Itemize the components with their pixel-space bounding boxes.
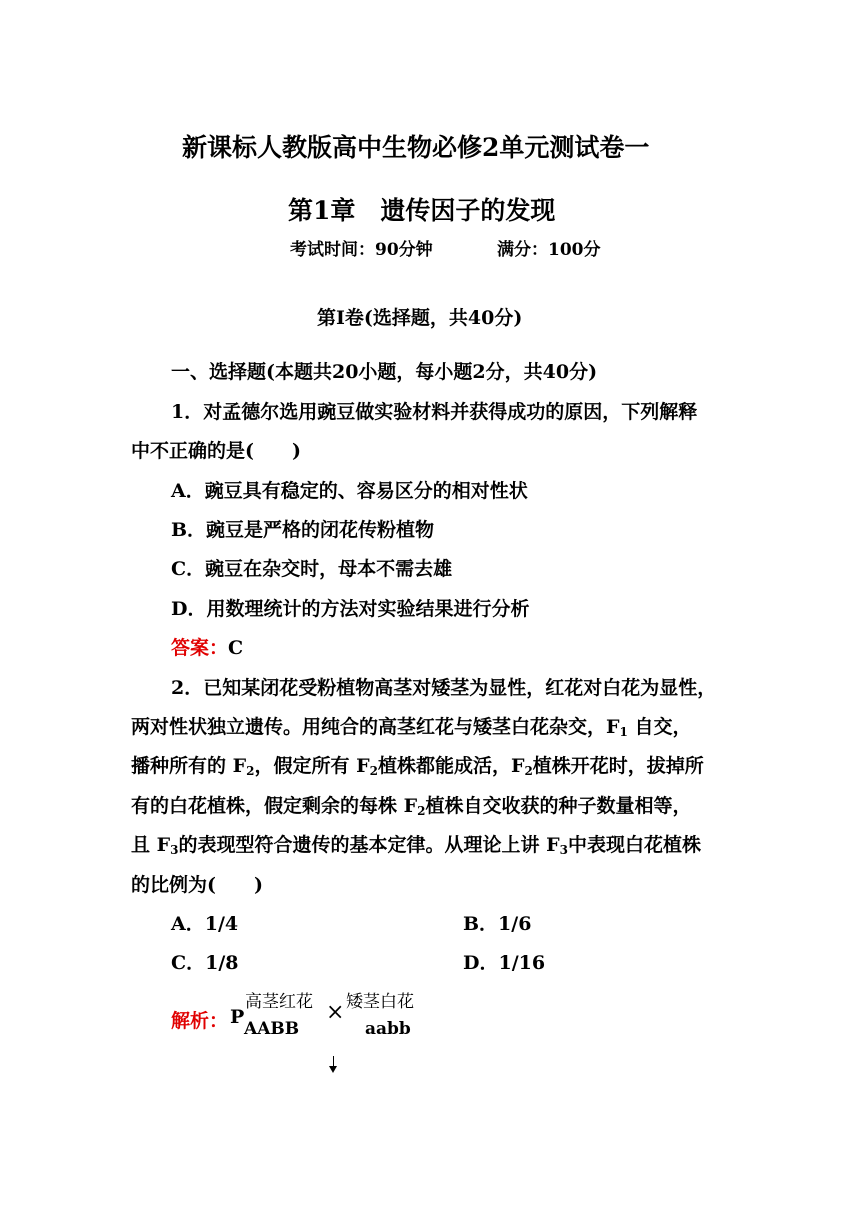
q2-line1: 2．已知某闭花受粉植物高茎对矮茎为显性，红花对白花为显性，: [171, 677, 717, 699]
q1-stem-line1: 1．对孟德尔选用豌豆做实验材料并获得成功的原因，下列解释: [171, 401, 698, 423]
parent1-genotype: AABB: [244, 1019, 300, 1039]
parental-generation-label: P: [230, 1006, 245, 1028]
q2-option-a: A．1/4: [171, 913, 239, 935]
q1-option-c: C．豌豆在杂交时，母本不需去雄: [171, 558, 453, 580]
q2-option-b: B．1/6: [463, 913, 532, 935]
exam-time: 考试时间：90分钟: [290, 240, 433, 260]
q1-option-b: B．豌豆是严格的闭花传粉植物: [171, 519, 435, 541]
parent1-phenotype: 高茎红花: [245, 992, 313, 1012]
q2-line4: 有的白花植株，假定剩余的每株 $F_2$植株自交收获的种子数量相等，: [131, 795, 692, 818]
arrow-head-icon: [329, 1066, 337, 1073]
q2-option-d: D．1/16: [463, 952, 546, 974]
answer-value: C: [228, 637, 244, 659]
parent2-genotype: aabb: [365, 1019, 411, 1039]
q1-answer: [171, 633, 243, 660]
q1-option-a: A．豌豆具有稳定的、容易区分的相对性状: [171, 480, 528, 502]
chapter-title: 第1章 遗传因子的发现: [288, 196, 556, 225]
document-title: 新课标人教版高中生物必修2单元测试卷一: [182, 133, 650, 162]
answer-label: 答案：: [171, 637, 229, 659]
q2-line6: 的比例为( ): [131, 874, 263, 896]
cross-symbol: ×: [326, 1000, 345, 1025]
exam-score: 满分：100分: [497, 240, 601, 260]
part-title: 第Ⅰ卷(选择题，共40分): [317, 307, 523, 329]
section-instructions: 一、选择题(本题共20小题，每小题2分，共40分): [171, 361, 598, 383]
analysis-label: 解析：: [171, 1010, 229, 1032]
q2-line5: 且 $F_3$的表现型符合遗传的基本定律。从理论上讲 $F_3$中表现白花植株: [131, 834, 701, 857]
q1-option-d: D．用数理统计的方法对实验结果进行分析: [171, 598, 530, 620]
q1-stem-line2: 中不正确的是( ): [131, 440, 301, 462]
parent2-phenotype: 矮茎白花: [346, 992, 414, 1012]
q2-line2: 两对性状独立遗传。用纯合的高茎红花与矮茎白花杂交，$F_1$ 自交，: [131, 716, 692, 739]
q2-line3: 播种所有的 $F_2$，假定所有 $F_2$植株都能成活，$F_2$植株开花时，拔掉所: [131, 755, 704, 778]
q2-option-c: C．1/8: [171, 952, 239, 974]
